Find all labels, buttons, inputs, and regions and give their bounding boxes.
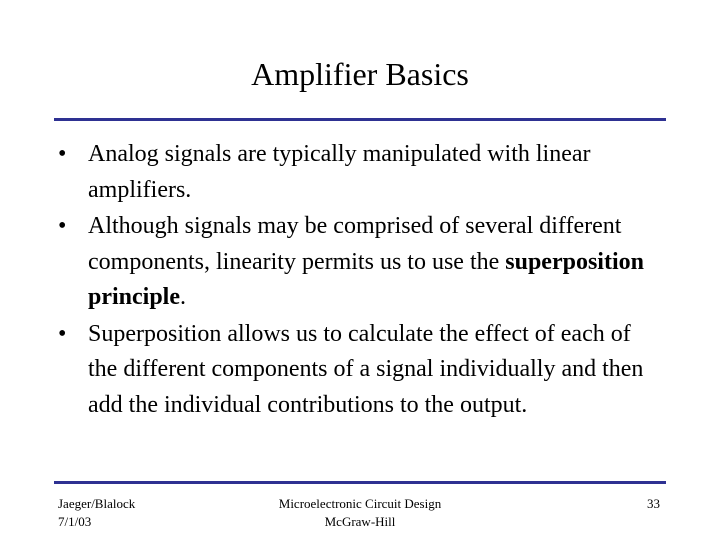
footer-author-date	[58, 495, 135, 531]
footer-date: 7/1/03	[58, 514, 92, 529]
bullet-emphasis: superposition principle	[88, 248, 644, 310]
bullet-icon: •	[58, 213, 67, 239]
bullet-list	[58, 137, 658, 424]
footer-book-title: Microelectronic Circuit Design	[278, 496, 442, 511]
footer-publisher: McGraw-Hill	[324, 514, 396, 529]
bullet-item-1	[58, 137, 658, 208]
bullet-item-2	[58, 209, 658, 316]
bullet-icon: •	[58, 320, 67, 347]
footer-divider	[54, 481, 666, 484]
footer-book-info	[210, 495, 510, 531]
slide-title: Amplifier Basics	[251, 56, 469, 92]
bullet-text: Analog signals are typically manipulated with linear amplifiers.	[88, 141, 591, 203]
bullet-text: Although signals may be comprised of several different components, linearity permits us to use the	[88, 213, 622, 275]
title-divider	[54, 118, 666, 121]
bullet-item-3	[58, 317, 658, 424]
bullet-text: Superposition allows us to calculate the effect of each of the different components of a signal individually and then add the individual contributions to the output.	[88, 320, 644, 418]
page-number: 33	[647, 496, 660, 511]
footer-author: Jaeger/Blalock	[58, 496, 136, 511]
bullet-icon: •	[58, 141, 67, 167]
bullet-text-end: .	[180, 284, 187, 310]
